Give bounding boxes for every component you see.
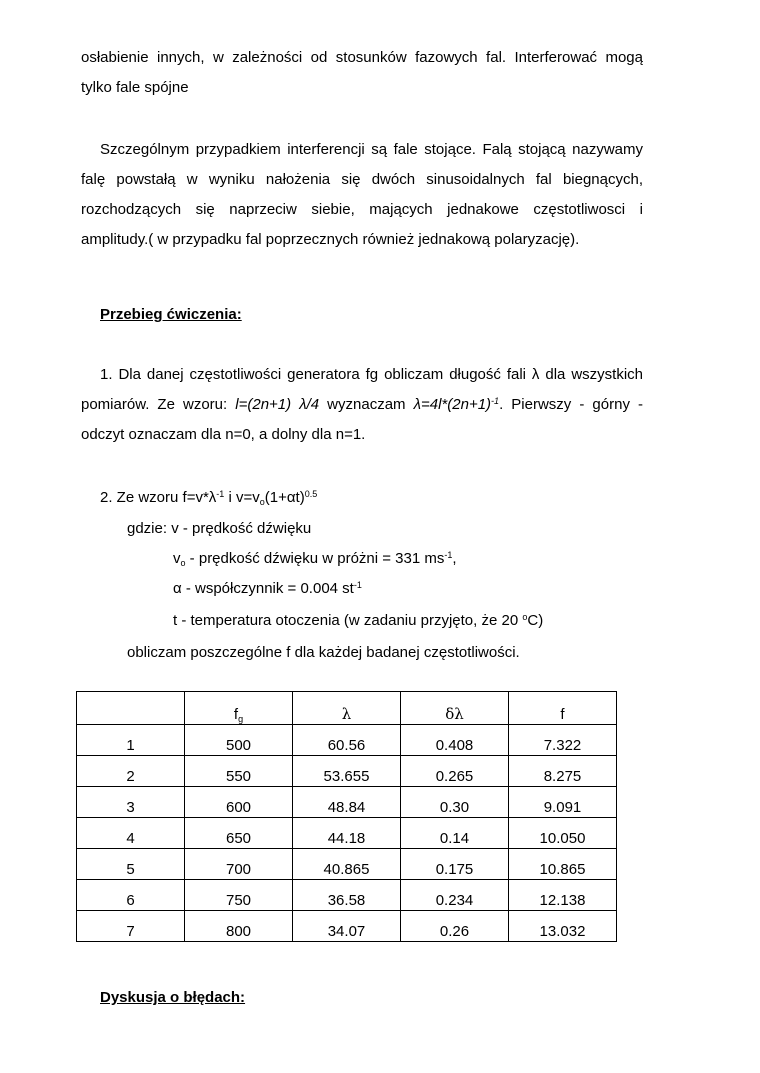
results-table xyxy=(76,691,617,942)
step-2-v0 xyxy=(173,549,457,569)
step-2-lead-sup2: 0.5 xyxy=(304,489,318,499)
table-cell: 10.865 xyxy=(509,849,617,880)
step-2-lead-mid: i v=v xyxy=(224,489,260,506)
step-2-v0-a: v xyxy=(173,550,181,567)
table-cell: 34.07 xyxy=(293,911,401,942)
table-cell: 36.58 xyxy=(293,880,401,911)
step-1-text-c: . Pierwszy - górny - xyxy=(499,396,644,413)
table-cell: 600 xyxy=(185,787,293,818)
header-fg-sub: g xyxy=(238,714,244,724)
step-2-alpha xyxy=(173,579,362,599)
table-cell: 48.84 xyxy=(293,787,401,818)
header-cell-f: f xyxy=(509,692,617,725)
table-cell: 750 xyxy=(185,880,293,911)
step-1-line-1: 1. Dla danej częstotliwości generatora fg obliczam długość fali λ dla wszystkich xyxy=(100,366,643,383)
intro-line-1: osłabienie innych, w zależności od stosunków fazowych fal. Interferować mogą xyxy=(81,49,643,66)
step-2-v0-c: , xyxy=(452,550,457,567)
intro-line-2: tylko fale spójne xyxy=(81,79,189,96)
table-row xyxy=(77,880,617,911)
table-cell: 550 xyxy=(185,756,293,787)
table-row xyxy=(77,787,617,818)
results-table-body xyxy=(77,692,617,942)
procedure-heading: Przebieg ćwiczenia: xyxy=(100,306,242,323)
header-cell-lambda: λ xyxy=(293,692,401,725)
header-fg-text: f xyxy=(233,706,239,723)
step-2-lead-text: 2. Ze wzoru f=v*λ xyxy=(100,489,217,506)
table-cell: 0.265 xyxy=(401,756,509,787)
standing-wave-line-3: rozchodzących się naprzeciw siebie, mających jednakowe częstotliwosci i xyxy=(81,201,643,218)
table-cell: 7.322 xyxy=(509,725,617,756)
step-2-temp-sup: o xyxy=(522,612,528,622)
table-cell: 12.138 xyxy=(509,880,617,911)
table-row xyxy=(77,849,617,880)
header-cell xyxy=(77,692,185,725)
table-cell: 5 xyxy=(77,849,185,880)
table-cell: 700 xyxy=(185,849,293,880)
step-2-lead-sup: -1 xyxy=(216,489,225,499)
table-cell: 500 xyxy=(185,725,293,756)
header-cell-dlambda: δλ xyxy=(401,692,509,725)
table-row xyxy=(77,911,617,942)
table-cell: 60.56 xyxy=(293,725,401,756)
table-header-row xyxy=(77,692,617,725)
step-2-v0-b: - prędkość dźwięku w próżni = 331 ms xyxy=(185,550,445,567)
step-2-alpha-a: α - współczynnik = 0.004 st xyxy=(173,580,354,597)
table-cell: 40.865 xyxy=(293,849,401,880)
step-2-temp-a: t - temperatura otoczenia (w zadaniu przyjęto, że 20 xyxy=(173,612,523,629)
table-row xyxy=(77,725,617,756)
step-1-line-3: odczyt oznaczam dla n=0, a dolny dla n=1. xyxy=(81,426,366,443)
table-cell: 8.275 xyxy=(509,756,617,787)
step-2-lead-sub: o xyxy=(259,497,265,507)
errors-heading: Dyskusja o błędach: xyxy=(100,989,246,1006)
step-1-formula-2-base: λ=4l*(2n+1) xyxy=(413,396,492,413)
step-2-temp xyxy=(173,611,543,631)
table-cell: 800 xyxy=(185,911,293,942)
table-cell: 2 xyxy=(77,756,185,787)
step-1-paragraph xyxy=(81,360,643,450)
table-cell: 0.30 xyxy=(401,787,509,818)
step-2-v0-sub: o xyxy=(180,558,186,568)
table-cell: 10.050 xyxy=(509,818,617,849)
standing-wave-line-2: falę powstałą w wyniku nałożenia się dwóch sinusoidalnych fal biegnących, xyxy=(81,171,643,188)
standing-wave-line-1: Szczególnym przypadkiem interferencji są fale stojące. Falą stojącą nazywamy xyxy=(100,141,643,158)
table-cell: 13.032 xyxy=(509,911,617,942)
header-cell-fg xyxy=(185,692,293,725)
step-2-conclude: obliczam poszczególne f dla każdej badanej częstotliwości. xyxy=(127,644,520,661)
table-row xyxy=(77,818,617,849)
step-2-alpha-sup: -1 xyxy=(353,580,362,590)
table-cell: 4 xyxy=(77,818,185,849)
table-cell: 0.175 xyxy=(401,849,509,880)
step-2-temp-b: C) xyxy=(527,612,544,629)
step-1-formula-2 xyxy=(414,396,499,413)
step-1-text-b: wyznaczam xyxy=(327,396,406,413)
table-cell: 0.14 xyxy=(401,818,509,849)
table-cell: 7 xyxy=(77,911,185,942)
table-cell: 53.655 xyxy=(293,756,401,787)
table-cell: 1 xyxy=(77,725,185,756)
table-cell: 0.234 xyxy=(401,880,509,911)
table-cell: 3 xyxy=(77,787,185,818)
step-1-text-a: pomiarów. Ze wzoru: xyxy=(81,396,228,413)
step-1-formula-2-sup: -1 xyxy=(491,396,500,406)
step-2-lead-end: (1+αt) xyxy=(264,489,305,506)
table-cell: 0.26 xyxy=(401,911,509,942)
table-cell: 650 xyxy=(185,818,293,849)
table-row xyxy=(77,756,617,787)
step-2-v0-sup: -1 xyxy=(444,550,453,560)
step-1-line-2 xyxy=(81,390,643,420)
standing-wave-paragraph xyxy=(81,135,643,255)
intro-paragraph xyxy=(81,43,643,103)
step-2-lead xyxy=(100,488,317,508)
step-2-where: gdzie: v - prędkość dźwięku xyxy=(127,520,312,537)
standing-wave-line-4: amplitudy.( w przypadku fal poprzecznych również jednakową polaryzację). xyxy=(81,231,580,248)
step-1-formula-1: l=(2n+1) λ/4 xyxy=(235,396,320,413)
table-cell: 0.408 xyxy=(401,725,509,756)
table-cell: 44.18 xyxy=(293,818,401,849)
table-cell: 6 xyxy=(77,880,185,911)
table-cell: 9.091 xyxy=(509,787,617,818)
